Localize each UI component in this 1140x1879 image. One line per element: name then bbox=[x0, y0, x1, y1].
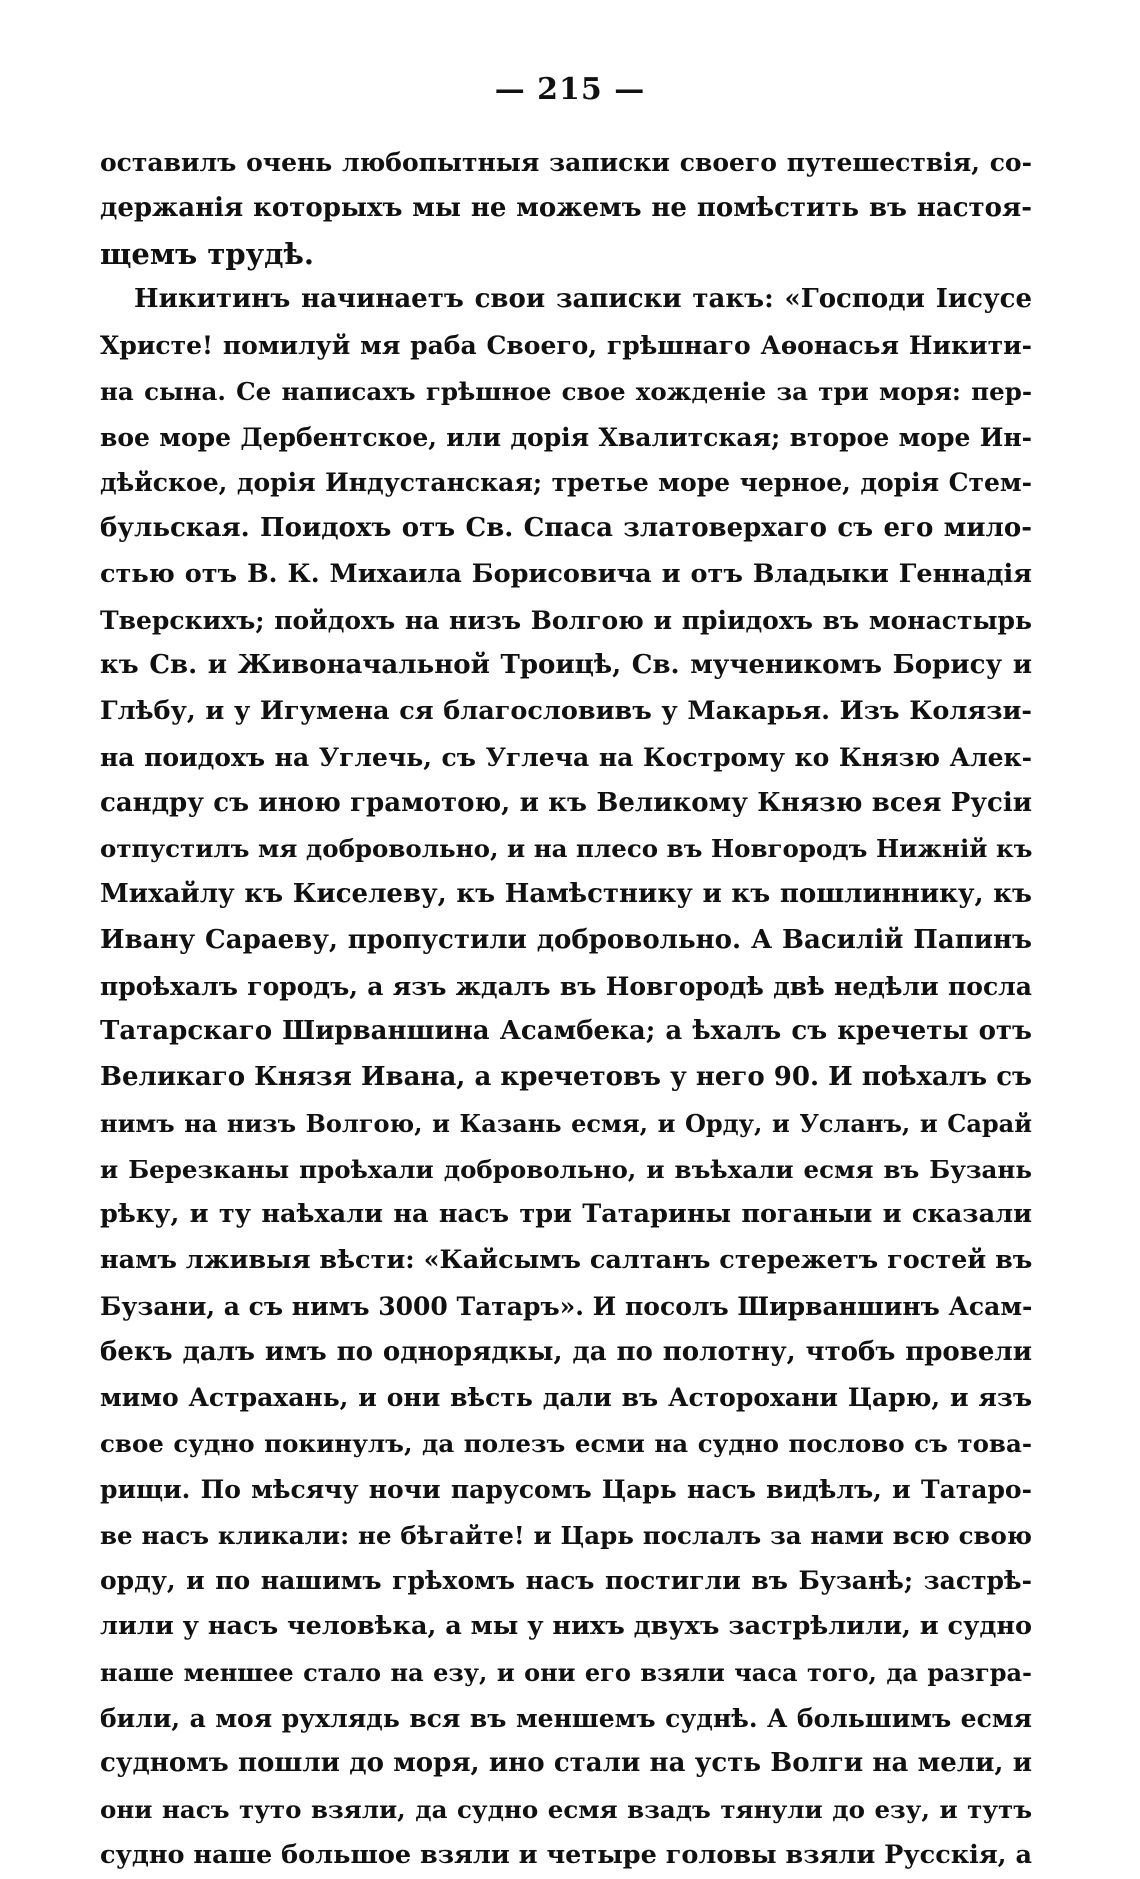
text-line: Глѣбу, и у Игумена ся благословивъ у Макарья. Изъ Колязи- bbox=[100, 696, 1032, 726]
text-line: они насъ туто взяли, да судно есмя взадъ тянули до езу, и тутъ bbox=[100, 1795, 1032, 1824]
text-line: лили у насъ человѣка, а мы у нихъ двухъ застрѣлили, и судно bbox=[100, 1611, 1032, 1641]
text-line: дѣйское, дорія Индустанская; третье море черное, дорія Стем- bbox=[100, 468, 1032, 498]
text-line: проѣхалъ городъ, а язъ ждалъ въ Новгородѣ двѣ недѣли посла bbox=[100, 971, 1032, 1001]
text-line: стью отъ В. К. Михаила Борисовича и отъ Владыки Геннадія bbox=[100, 558, 1032, 589]
text-line: Тверскихъ; пойдохъ на низъ Волгою и пріидохъ въ монастырь bbox=[100, 605, 1032, 635]
text-line: Никитинъ начинаетъ свои записки такъ: «Господи Іисусе bbox=[134, 284, 1032, 315]
text-line: Михайлу къ Киселеву, къ Намѣстнику и къ пошлиннику, къ bbox=[100, 879, 1032, 909]
body-text bbox=[100, 140, 1032, 1879]
text-line: Ивану Сараеву, пропустили добровольно. А Василій Папинъ bbox=[100, 924, 1032, 955]
text-line: орду, и по нашимъ грѣхомъ насъ постигли въ Бузанѣ; застрѣ- bbox=[100, 1566, 1032, 1596]
text-line: Бузани, а съ нимъ 3000 Татаръ». И посолъ Ширваншинъ Асам- bbox=[100, 1291, 1032, 1321]
text-line: били, а моя рухлядь вся въ меншемъ суднѣ. А большимъ есмя bbox=[100, 1703, 1032, 1733]
text-line: ве насъ кликали: не бѣгайте! и Царь послалъ за нами всю свою bbox=[100, 1520, 1032, 1550]
text-line: намъ лживыя вѣсти: «Кайсымъ салтанъ стережетъ гостей въ bbox=[100, 1245, 1032, 1275]
text-line: бульская. Поидохъ отъ Св. Спаса златоверхаго съ его мило- bbox=[100, 513, 1032, 543]
text-line: Татарскаго Ширваншина Асамбека; а ѣхалъ съ кречеты отъ bbox=[100, 1016, 1032, 1047]
text-line: на сына. Се написахъ грѣшное свое хожденіе за три моря: пер- bbox=[100, 376, 1032, 406]
text-line: на поидохъ на Углечь, съ Углеча на Кострому ко Князю Алек- bbox=[100, 742, 1032, 772]
text-line: держанія которыхъ мы не можемъ не помѣстить въ настоя- bbox=[100, 192, 1032, 223]
text-line: Христе! помилуй мя раба Своего, грѣшнаго Аѳонасья Никити- bbox=[100, 331, 1032, 360]
text-line: сандру съ иною грамотою, и къ Великому Князю всея Русіи bbox=[100, 787, 1032, 818]
text-line: свое судно покинулъ, да полезъ есми на судно послово съ това- bbox=[100, 1429, 1032, 1458]
text-line: щемъ трудѣ. bbox=[100, 236, 314, 271]
text-line: судно наше большое взяли и четыре головы взяли Русскія, а bbox=[100, 1839, 1032, 1870]
text-line: къ Св. и Живоначальной Троицѣ, Св. мученикомъ Борису и bbox=[100, 650, 1032, 681]
text-line: отпустилъ мя добровольно, и на плесо въ Новгородъ Нижній къ bbox=[100, 834, 1032, 864]
text-line: оставилъ очень любопытныя записки своего путешествія, со- bbox=[100, 148, 1032, 177]
text-line: и Березканы проѣхали добровольно, и въѣхали есмя въ Бузань bbox=[100, 1154, 1032, 1184]
text-line: рищи. По мѣсячу ночи парусомъ Царь насъ видѣлъ, и Татаро- bbox=[100, 1474, 1032, 1504]
text-line: бекъ далъ имъ по однорядкы, да по полотну, чтобъ провели bbox=[100, 1336, 1032, 1367]
text-line: Великаго Князя Ивана, а кречетовъ у него 90. И поѣхалъ съ bbox=[100, 1062, 1032, 1092]
text-line: мимо Астрахань, и они вѣсть дали въ Асторохани Царю, и язъ bbox=[100, 1383, 1032, 1413]
text-line: наше меншее стало на езу, и они его взяли часа того, да разгра- bbox=[100, 1657, 1032, 1687]
text-line: вое море Дербентское, или дорія Хвалитская; второе море Ин- bbox=[100, 422, 1032, 452]
page-number: — 215 — bbox=[494, 72, 646, 107]
text-line: рѣку, и ту наѣхали на насъ три Татарины поганыи и сказали bbox=[100, 1199, 1032, 1230]
text-line: судномъ пошли до моря, ино стали на усть Волги на мели, и bbox=[100, 1748, 1032, 1779]
text-line: нимъ на низъ Волгою, и Казань есмя, и Орду, и Усланъ, и Сарай bbox=[100, 1108, 1032, 1138]
